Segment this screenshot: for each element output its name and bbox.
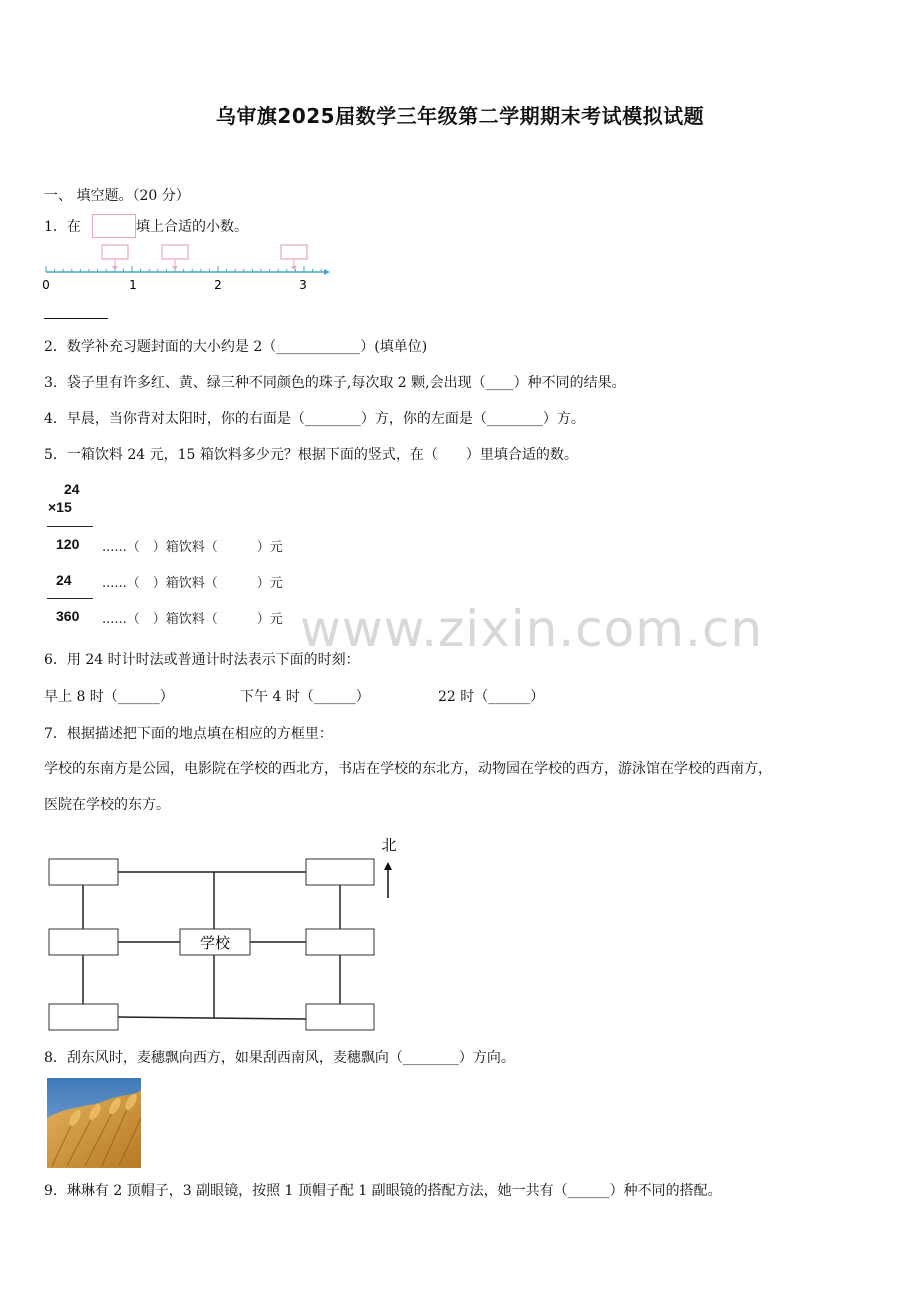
- question-1-prefix: 1．在: [44, 219, 81, 235]
- partial-product-2: 24: [56, 572, 72, 588]
- direction-map: [40, 830, 410, 1040]
- question-6: 6．用 24 时计时法或普通计时法表示下面的时刻：: [44, 652, 360, 668]
- question-4: 4．早晨，当你背对太阳时，你的右面是（________）方，你的左面是（________）方。: [44, 411, 585, 427]
- number-line-ticks: [46, 266, 321, 272]
- question-2: 2．数学补充习题封面的大小约是 2（____________）(填单位): [44, 339, 428, 355]
- question-1-suffix: 填上合适的小数。: [136, 219, 248, 235]
- map-box-west: [49, 929, 118, 955]
- tick-label-1: 1: [129, 278, 137, 292]
- watermark: www.zixin.com.cn: [300, 600, 764, 658]
- question-7-desc-1: 学校的东南方是公园，电影院在学校的西北方，书店在学校的东北方，动物园在学校的西方，游泳馆在学校的西南方，: [44, 761, 772, 777]
- answer-box-1: [102, 245, 128, 270]
- tick-label-0: 0: [42, 278, 50, 292]
- question-3: 3．袋子里有许多红、黄、绿三种不同颜色的珠子,每次取 2 颗,会出现（____）种不同的结果。: [44, 375, 626, 391]
- page-title: 乌审旗2025届数学三年级第二学期期末考试模拟试题: [215, 104, 705, 128]
- question-8: 8．刮东风时，麦穗飘向西方，如果刮西南风，麦穗飘向（________）方向。: [44, 1050, 515, 1066]
- map-box-southeast: [306, 1004, 374, 1030]
- tick-label-3: 3: [299, 278, 307, 292]
- answer-line-1: [44, 318, 108, 319]
- answer-box-3: [281, 245, 307, 270]
- partial-desc-1: ......（ ）箱饮料（ ）元: [102, 540, 283, 555]
- vertical-top-number: 24: [64, 481, 80, 497]
- question-9: 9．琳琳有 2 顶帽子，3 副眼镜，按照 1 顶帽子配 1 副眼镜的搭配方法，她一共有（______）种不同的搭配。: [44, 1183, 722, 1199]
- partial-product-3: 360: [56, 608, 80, 624]
- vertical-line-2: [47, 598, 93, 599]
- number-line: [40, 240, 340, 295]
- partial-desc-3: ......（ ）箱饮料（ ）元: [102, 612, 283, 627]
- q6-item-3: 22 时（______）: [438, 689, 545, 705]
- question-5: 5．一箱饮料 24 元，15 箱饮料多少元？根据下面的竖式，在（ ）里填合适的数。: [44, 447, 578, 463]
- number-line-arrow: [324, 269, 330, 275]
- map-box-northeast: [306, 859, 374, 885]
- question-7: 7．根据描述把下面的地点填在相应的方框里：: [44, 726, 333, 742]
- vertical-multiplier: ×15: [48, 499, 72, 515]
- vertical-line-1: [47, 526, 93, 527]
- wheat-image: [47, 1078, 141, 1168]
- q6-item-1: 早上 8 时（______）: [44, 689, 174, 705]
- answer-box-sample: [92, 214, 136, 238]
- answer-box-2: [162, 245, 188, 270]
- school-label: 学校: [199, 934, 231, 952]
- partial-desc-2: ......（ ）箱饮料（ ）元: [102, 576, 283, 591]
- section-heading: 一、 填空题。（20 分）: [44, 188, 190, 204]
- tick-label-2: 2: [214, 278, 222, 292]
- map-box-northwest: [49, 859, 118, 885]
- q6-item-2: 下午 4 时（______）: [240, 689, 370, 705]
- map-box-southwest: [49, 1004, 118, 1030]
- question-7-desc-2: 医院在学校的东方。: [44, 797, 170, 813]
- map-box-east: [306, 929, 374, 955]
- north-label: 北: [381, 836, 397, 854]
- partial-product-1: 120: [56, 536, 80, 552]
